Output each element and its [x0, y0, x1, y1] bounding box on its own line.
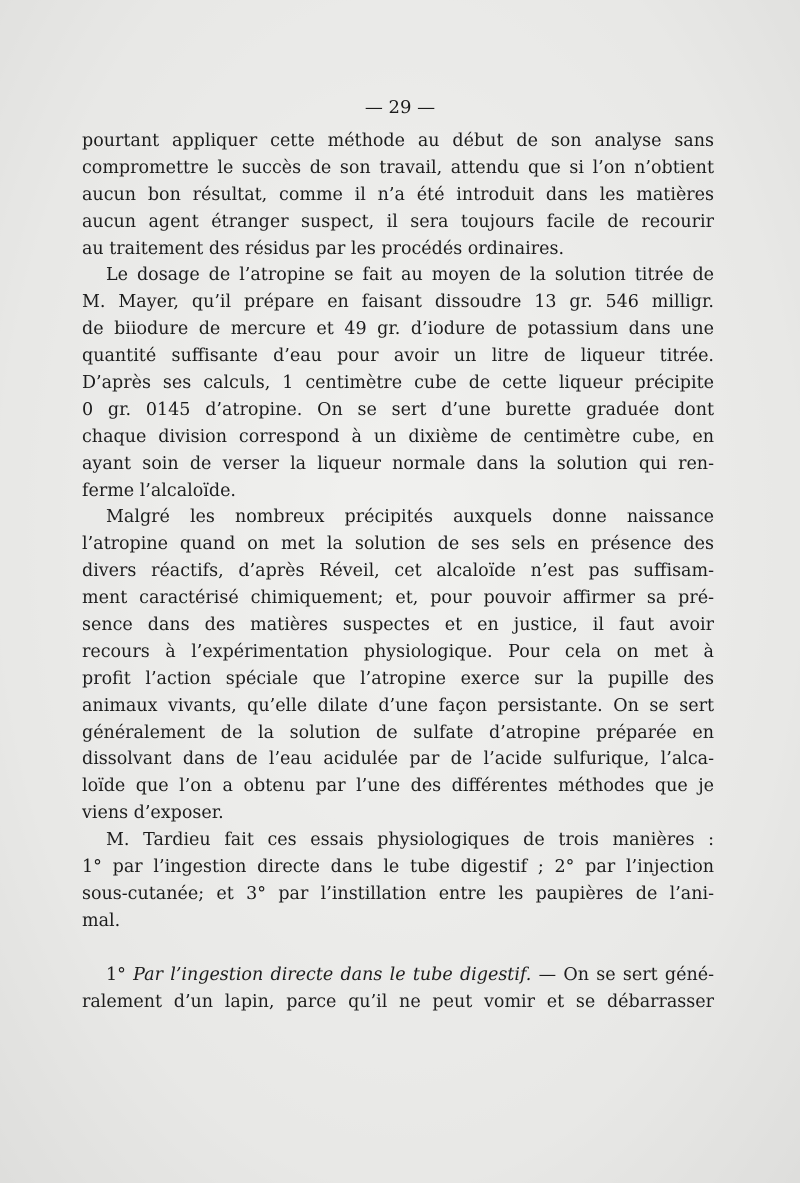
section-paragraph	[82, 962, 714, 1016]
text-line: D’après ses calculs, 1 centimètre cube de cette liqueur précipite	[82, 373, 714, 394]
text-line: ment caractérisé chimiquement; et, pour pouvoir affirmer sa pré-	[82, 588, 714, 609]
paragraph	[82, 827, 714, 935]
text-line: profit l’action spéciale que l’atropine exerce sur la pupille des	[82, 668, 714, 689]
text-line: pourtant appliquer cette méthode au début de son analyse sans	[82, 131, 714, 151]
text-line: M. Tardieu fait ces essais physiologiques de trois manières :	[106, 830, 714, 851]
text-line: dissolvant dans de l’eau acidulée par de l’acide sulfurique, l’alca-	[82, 749, 714, 770]
text-line: 0 gr. 0145 d’atropine. On se sert d’une burette graduée dont	[82, 399, 714, 420]
text-line: Malgré les nombreux précipités auxquels donne naissance	[106, 507, 714, 528]
text-line: quantité suffisante d’eau pour avoir un litre de liqueur titrée.	[82, 346, 714, 367]
text-line: l’atropine quand on met la solution de ses sels en présence des	[82, 534, 714, 555]
text-line: ferme l’alcaloïde.	[82, 480, 236, 501]
text-line: divers réactifs, d’après Réveil, cet alcaloïde n’est pas suffisam-	[82, 561, 714, 582]
paragraph	[82, 128, 714, 262]
text-line: ayant soin de verser la liqueur normale dans la solution qui ren-	[82, 453, 714, 474]
text-line: sence dans des matières suspectes et en justice, il faut avoir	[82, 615, 714, 636]
text-line: de biiodure de mercure et 49 gr. d’iodure de potassium dans une	[82, 319, 714, 340]
text-line: sous-cutanée; et 3° par l’instillation entre les paupières de l’ani-	[82, 883, 714, 904]
text-line: 1° par l’ingestion directe dans le tube digestif ; 2° par l’injection	[82, 857, 714, 878]
section-text: — On se sert géné-	[538, 964, 714, 985]
section-number: 1°	[106, 964, 126, 985]
text-line: chaque division correspond à un dixième de centimètre cube, en	[82, 426, 714, 447]
text-line: généralement de la solution de sulfate d’atropine préparée en	[82, 722, 714, 743]
text-line: recours à l’expérimentation physiologique. Pour cela on met à	[82, 641, 714, 662]
page-number: — 29 —	[364, 97, 436, 118]
text-line: aucun bon résultat, comme il n’a été introduit dans les matières	[82, 184, 714, 205]
text-line: Le dosage de l’atropine se fait au moyen de la solution titrée de	[106, 265, 714, 286]
text-line: au traitement des résidus par les procédés ordinaires.	[82, 238, 565, 259]
text-line: M. Mayer, qu’il prépare en faisant dissoudre 13 gr. 546 milligr.	[82, 292, 714, 313]
text-line: ralement d’un lapin, parce qu’il ne peut vomir et se débarrasser	[82, 991, 714, 1012]
section-first-line	[82, 962, 714, 989]
paragraph	[82, 262, 714, 504]
section-gap	[82, 935, 714, 962]
body-text	[82, 128, 714, 1016]
text-line: animaux vivants, qu’elle dilate d’une façon persistante. On se sert	[82, 695, 714, 716]
text-line: loïde que l’on a obtenu par l’une des différentes méthodes que je	[82, 776, 714, 797]
text-line: viens d’exposer.	[82, 803, 224, 824]
paragraph	[82, 504, 714, 827]
section-title: Par l’ingestion directe dans le tube digestif.	[133, 964, 532, 985]
text-line: aucun agent étranger suspect, il sera toujours facile de recourir	[82, 211, 714, 232]
text-line: mal.	[82, 910, 121, 931]
text-line: compromettre le succès de son travail, attendu que si l’on n’obtient	[82, 157, 714, 178]
